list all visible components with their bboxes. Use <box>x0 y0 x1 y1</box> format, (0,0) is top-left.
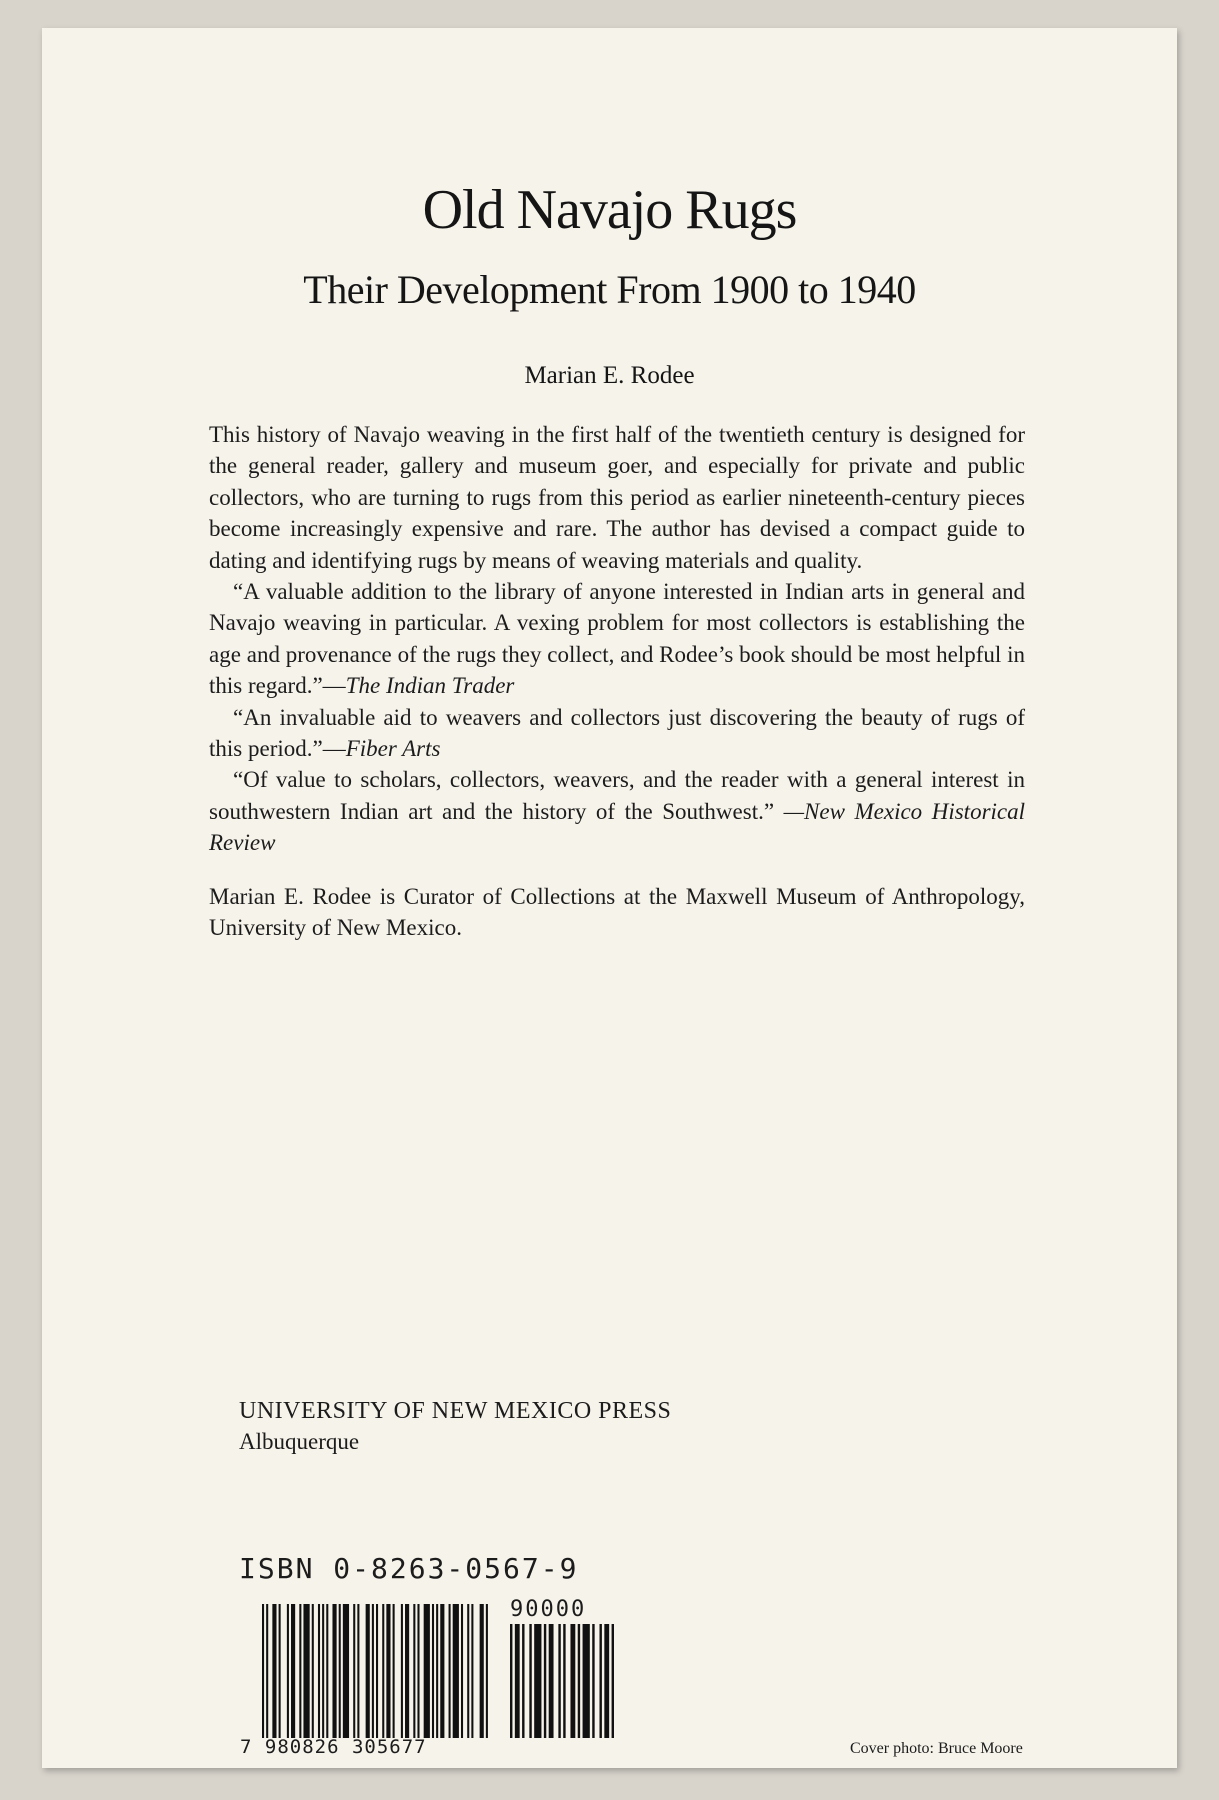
barcode-bar <box>515 1624 520 1738</box>
description-paragraph: This history of Navajo weaving in the first half of the twentieth century is designed for the general reader, gallery and museum goer, and especially for private and public collectors, who are turning to rugs from this period as earlier nineteenth-century pieces become increasingly expensive and rare. The author has devised a compact guide to dating and identifying rugs by means of weaving materials and quality. <box>209 422 1025 573</box>
barcode-bar <box>343 1604 349 1738</box>
review-source: —New Mexico Historical Review <box>209 798 1026 856</box>
barcode-bar <box>436 1604 438 1738</box>
barcode-bar <box>563 1624 565 1738</box>
barcode-bar <box>471 1604 473 1738</box>
author-bio: Marian E. Rodee is Curator of Collections at the Maxwell Museum of Anthropology, University of New Mexico. <box>209 883 1025 941</box>
review-quote <box>209 702 1025 765</box>
barcode-bar <box>339 1604 341 1738</box>
barcode-bar <box>279 1604 281 1738</box>
barcode-addon-digits: 90000 <box>510 1597 587 1622</box>
barcode-bar <box>424 1604 430 1738</box>
barcode-bar <box>372 1604 374 1738</box>
barcode-bar <box>413 1604 415 1738</box>
barcode-bar <box>322 1604 324 1738</box>
barcode-bar <box>604 1624 609 1738</box>
barcode-bar <box>393 1604 395 1738</box>
barcode-bar <box>544 1624 546 1738</box>
barcode-bar <box>449 1604 451 1738</box>
cover-photo-credit: Cover photo: Bruce Moore <box>850 1740 1023 1757</box>
book-author: Marian E. Rodee <box>524 362 695 389</box>
barcode-bar <box>272 1604 276 1738</box>
barcode-bar <box>570 1624 575 1738</box>
barcode-bar <box>417 1604 419 1738</box>
barcode-bar <box>599 1624 601 1738</box>
barcode-bar <box>467 1604 469 1738</box>
review-quote <box>209 764 1025 858</box>
barcode-bar <box>534 1624 541 1738</box>
barcode-bar <box>287 1604 289 1738</box>
review-text: “Of value to scholars, collectors, weavers, and the reader with a general interest in southwestern Indian art and the history of the Southwest.” <box>209 767 1025 824</box>
barcode-bar <box>461 1604 463 1738</box>
barcode-bar <box>299 1604 301 1738</box>
barcode-bar <box>366 1604 370 1738</box>
barcode-bar <box>357 1604 359 1738</box>
barcode-addon <box>510 1624 614 1738</box>
barcode <box>262 1604 490 1738</box>
barcode-bar <box>578 1624 580 1738</box>
review-text: “A valuable addition to the library of anyone interested in Indian arts in general and Navajo weaving in particular. A vexing problem for most collectors is establishing the age and provenance of the rugs they collect, and Rodee’s book should be most helpful in this regard.”— <box>209 579 1025 699</box>
barcode-bar <box>318 1604 320 1738</box>
barcode-bar <box>480 1604 484 1738</box>
barcode-bar <box>376 1604 378 1738</box>
review-text: “An invaluable aid to weavers and collectors just discovering the beauty of rugs of this period.”— <box>209 704 1025 762</box>
barcode-bar <box>529 1624 531 1738</box>
barcode-bar <box>291 1604 295 1738</box>
barcode-bar <box>440 1604 444 1738</box>
barcode-bar <box>332 1604 336 1738</box>
barcode-bar <box>432 1604 434 1738</box>
publisher-name: UNIVERSITY OF NEW MEXICO PRESS <box>239 1398 672 1424</box>
publisher-block <box>239 1398 671 1455</box>
barcode-bar <box>558 1624 560 1738</box>
barcode-digits: 7 980826 305677 <box>240 1736 427 1758</box>
back-cover <box>42 28 1177 1768</box>
isbn-label: ISBN 0-8263-0567-9 <box>239 1552 579 1585</box>
barcode-bar <box>266 1604 268 1738</box>
barcode-bar <box>583 1624 590 1738</box>
review-source: Fiber Arts <box>345 736 441 762</box>
barcode-bar <box>549 1624 554 1738</box>
barcode-bar <box>486 1604 488 1738</box>
barcode-bar <box>612 1624 614 1738</box>
barcode-bar <box>405 1604 409 1738</box>
barcode-bar <box>592 1624 594 1738</box>
publisher-city: Albuquerque <box>239 1429 360 1454</box>
barcode-bar <box>386 1604 390 1738</box>
barcode-bar <box>453 1604 459 1738</box>
description-block <box>209 419 1025 944</box>
barcode-bar <box>510 1624 512 1738</box>
review-quote <box>209 576 1025 702</box>
barcode-bar <box>401 1604 403 1738</box>
barcode-bar <box>303 1604 309 1738</box>
barcode-bar <box>353 1604 355 1738</box>
barcode-bar <box>522 1624 524 1738</box>
book-subtitle: Their Development From 1900 to 1940 <box>303 267 916 312</box>
book-title: Old Navajo Rugs <box>422 179 797 241</box>
barcode-bar <box>262 1604 264 1738</box>
review-source: The Indian Trader <box>345 673 515 699</box>
barcode-bar <box>382 1604 384 1738</box>
barcode-bar <box>312 1604 314 1738</box>
barcode-bar <box>326 1604 328 1738</box>
